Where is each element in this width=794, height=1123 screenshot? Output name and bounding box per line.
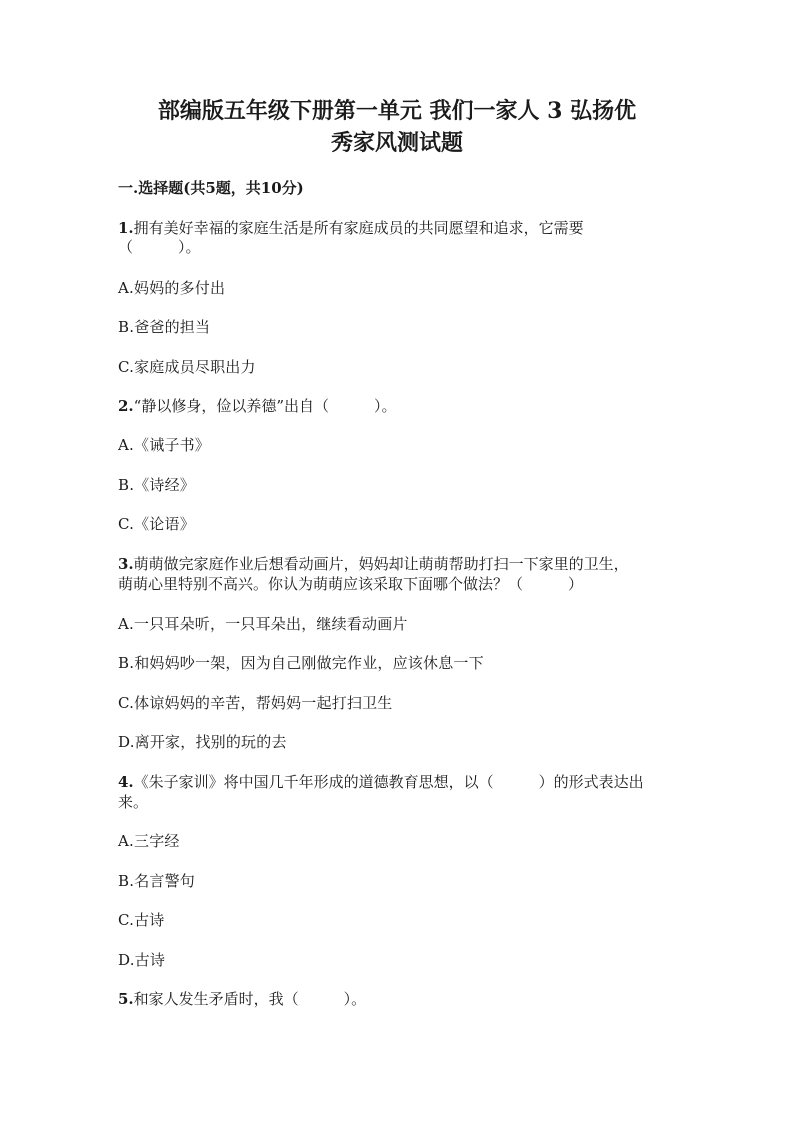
question-3-option-b: B.和妈妈吵一架，因为自己刚做完作业，应该休息一下: [118, 654, 484, 672]
question-1-option-b: B.爸爸的担当: [118, 318, 211, 336]
question-number: 1.: [118, 219, 134, 237]
question-text: 《朱子家训》将中国几千年形成的道德教育思想，以（ ）的形式表达出: [133, 773, 644, 791]
question-2-option-b: B.《诗经》: [118, 476, 195, 494]
question-4-option-a: A.三字经: [118, 832, 180, 850]
question-text: “静以修身，俭以养德”出自（ ）。: [133, 397, 397, 415]
question-4-option-b: B.名言警句: [118, 872, 195, 890]
question-3-text-cont: 萌萌心里特别不高兴。你认为萌萌应该采取下面哪个做法？（ ）: [118, 575, 584, 593]
question-number: 3.: [118, 555, 134, 573]
question-3-text: [118, 554, 629, 574]
question-text: 拥有美好幸福的家庭生活是所有家庭成员的共同愿望和追求，它需要: [133, 219, 584, 237]
section-heading: 一.选择题(共5题，共10分): [118, 179, 304, 197]
question-4-option-d: D.古诗: [118, 951, 166, 969]
question-5-text: [118, 989, 366, 1009]
question-number: 4.: [118, 773, 134, 791]
question-2-option-a: A.《诫子书》: [118, 436, 211, 454]
question-1-option-c: C.家庭成员尽职出力: [118, 358, 256, 376]
question-3-option-a: A.一只耳朵听，一只耳朵出，继续看动画片: [118, 615, 408, 633]
question-1-text: [118, 218, 584, 238]
question-4-text: [118, 772, 644, 792]
question-4-option-c: C.古诗: [118, 911, 165, 929]
question-number: 5.: [118, 990, 134, 1008]
question-text: 萌萌做完家庭作业后想看动画片，妈妈却让萌萌帮助打扫一下家里的卫生，: [133, 555, 629, 573]
question-text: 和家人发生矛盾时，我（ ）。: [133, 990, 367, 1008]
question-2-option-c: C.《论语》: [118, 515, 195, 533]
document-title-line-1: 部编版五年级下册第一单元 我们一家人 3 弘扬优: [157, 98, 637, 124]
question-number: 2.: [118, 397, 134, 415]
question-1-text-cont: （ ）。: [118, 238, 201, 256]
question-1-option-a: A.妈妈的多付出: [118, 279, 226, 297]
question-4-text-cont: 来。: [118, 793, 149, 811]
question-2-text: [118, 396, 397, 416]
question-3-option-c: C.体谅妈妈的辛苦，帮妈妈一起打扫卫生: [118, 694, 393, 712]
question-3-option-d: D.离开家，找别的玩的去: [118, 733, 287, 751]
document-title-line-2: 秀家风测试题: [330, 130, 463, 156]
